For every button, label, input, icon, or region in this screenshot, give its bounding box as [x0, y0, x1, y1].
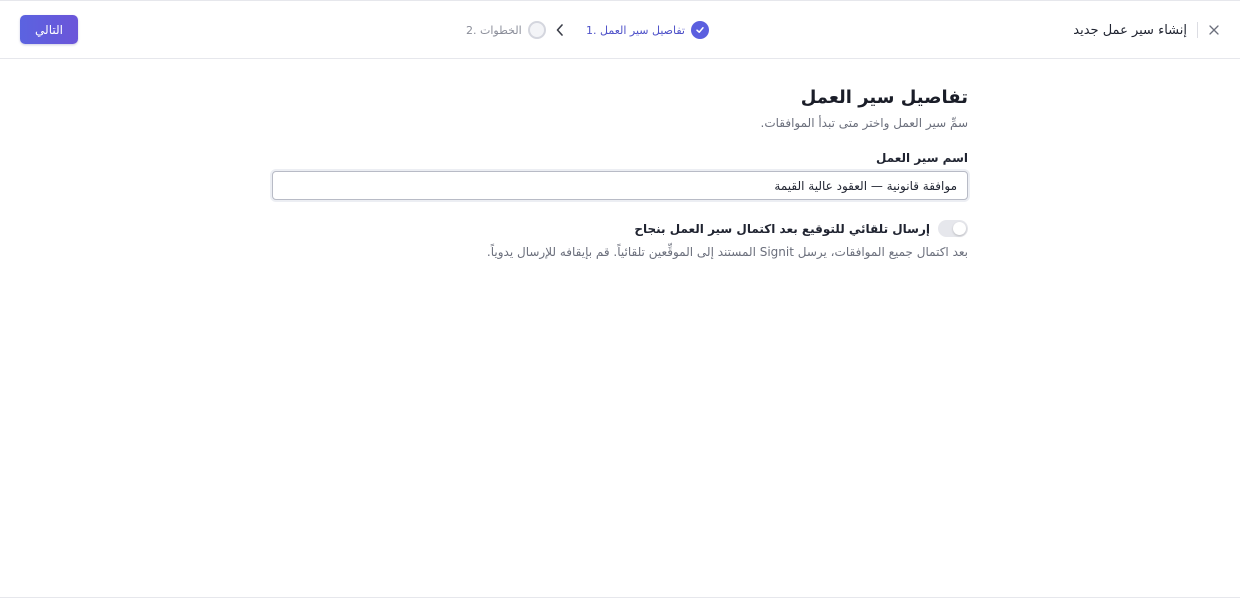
close-icon[interactable] [1208, 24, 1220, 36]
page-header [0, 1, 1240, 59]
header-divider [1197, 22, 1198, 38]
workflow-details-form [272, 85, 968, 261]
chevron-left-icon [553, 22, 567, 38]
check-icon [691, 21, 709, 39]
step-2-pending-icon [528, 21, 546, 39]
auto-send-toggle[interactable] [938, 220, 968, 237]
workflow-name-input[interactable] [272, 171, 968, 200]
section-title: تفاصيل سير العمل [800, 87, 968, 108]
toggle-knob [953, 222, 966, 235]
step-1-label: 1. تفاصيل سير العمل [586, 23, 685, 37]
step-2-label: 2. الخطوات [466, 23, 522, 37]
auto-send-row [272, 220, 968, 237]
page-title: إنشاء سير عمل جديد [1073, 22, 1187, 38]
header-title-group [1073, 19, 1220, 41]
step-2[interactable] [466, 20, 546, 40]
workflow-name-label: اسم سير العمل [876, 151, 968, 165]
step-1[interactable] [586, 20, 709, 40]
next-button[interactable]: التالي [20, 15, 78, 44]
auto-send-description: بعد اكتمال جميع الموافقات، يرسل Signit المستند إلى الموقِّعين تلقائياً. قم بإيقافه للإرسال يدوياً. [486, 245, 968, 259]
section-subtitle: سمِّ سير العمل واختر متى تبدأ الموافقات. [760, 116, 968, 130]
auto-send-label: إرسال تلقائي للتوقيع بعد اكتمال سير العمل بنجاح [634, 221, 930, 236]
